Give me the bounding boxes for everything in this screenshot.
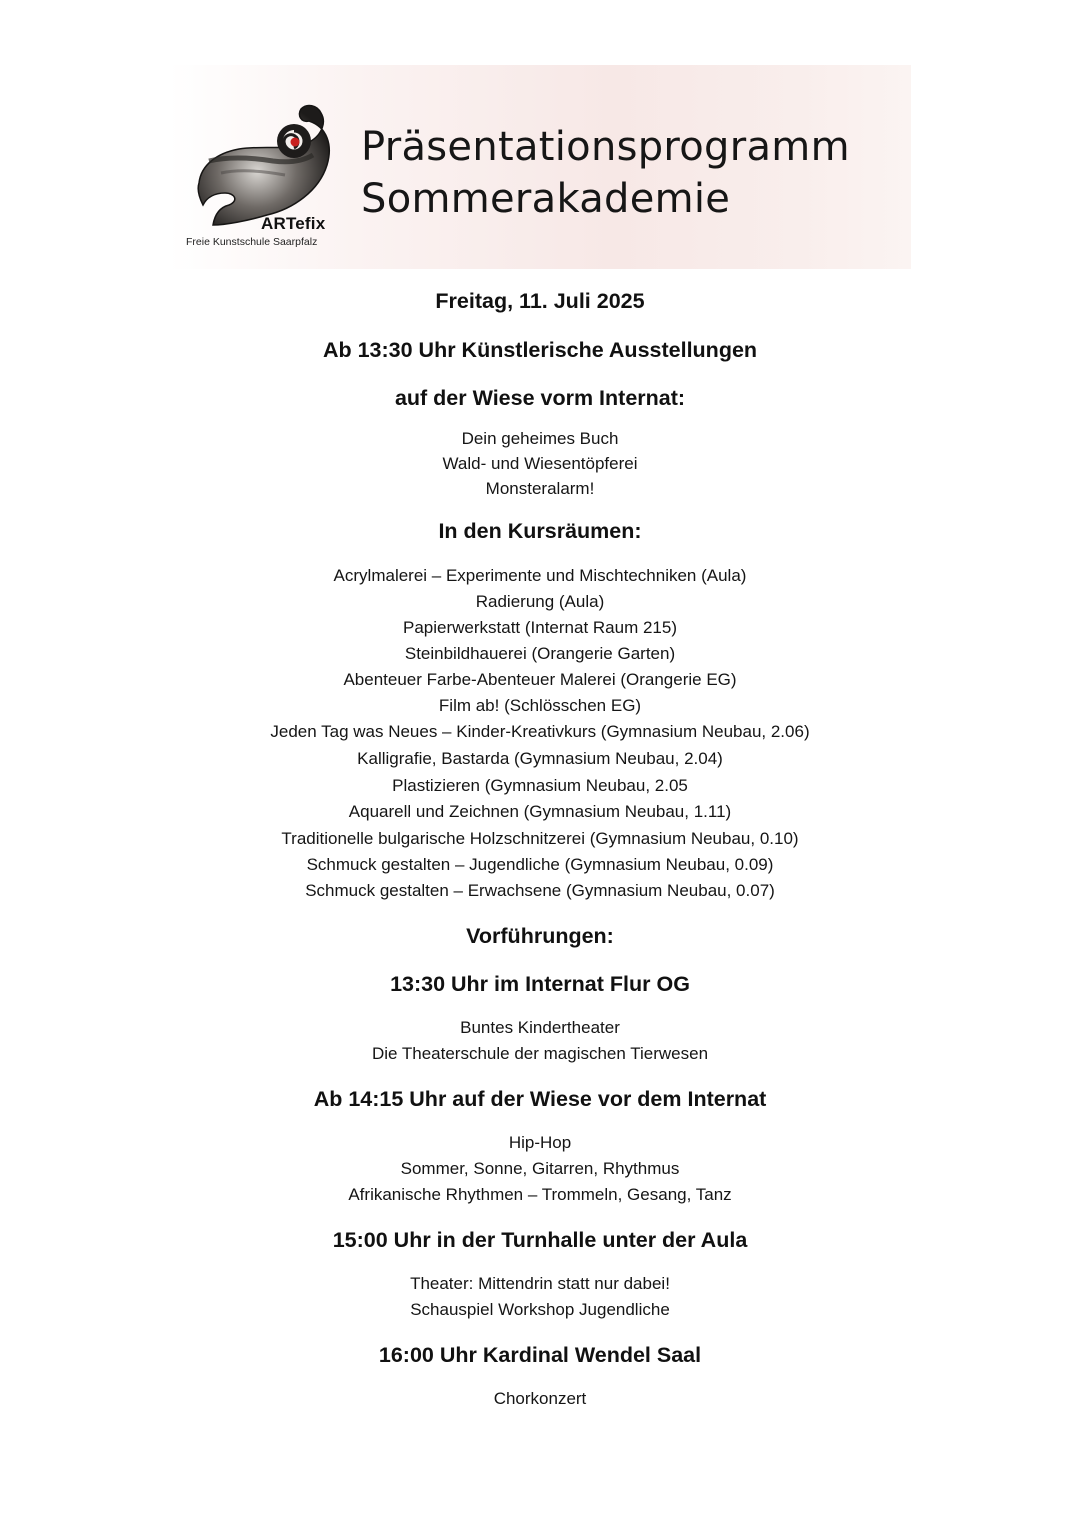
list-item: Plastizieren (Gymnasium Neubau, 2.05 [392, 776, 688, 795]
list-item: Afrikanische Rhythmen – Trommeln, Gesang, Tanz [348, 1185, 732, 1204]
header-banner [169, 65, 911, 269]
list-item: Dein geheimes Buch [461, 429, 619, 448]
logo-name: ARTefix [261, 214, 326, 233]
list-item: Jeden Tag was Neues – Kinder-Kreativkurs (Gymnasium Neubau, 2.06) [270, 722, 810, 741]
exhibitions-heading: Ab 13:30 Uhr Künstlerische Ausstellungen [322, 338, 758, 362]
list-item: Steinbildhauerei (Orangerie Garten) [404, 644, 676, 663]
session-heading: 15:00 Uhr in der Turnhalle unter der Aula [332, 1228, 748, 1252]
date-heading: Freitag, 11. Juli 2025 [435, 289, 645, 313]
list-item: Acrylmalerei – Experimente und Mischtechniken (Aula) [333, 566, 747, 585]
list-item: Schmuck gestalten – Erwachsene (Gymnasium Neubau, 0.07) [305, 881, 775, 900]
list-item: Schauspiel Workshop Jugendliche [410, 1300, 670, 1319]
list-item: Hip-Hop [508, 1133, 572, 1152]
list-item: Film ab! (Schlösschen EG) [438, 696, 642, 715]
session-heading: 13:30 Uhr im Internat Flur OG [390, 972, 690, 996]
list-item: Monsteralarm! [485, 479, 595, 498]
list-item: Papierwerkstatt (Internat Raum 215) [402, 618, 677, 637]
session-heading: 16:00 Uhr Kardinal Wendel Saal [378, 1343, 702, 1367]
list-item: Traditionelle bulgarische Holzschnitzerei (Gymnasium Neubau, 0.10) [281, 829, 799, 848]
list-item: Sommer, Sonne, Gitarren, Rhythmus [400, 1159, 680, 1178]
list-item: Aquarell und Zeichnen (Gymnasium Neubau, 1.11) [348, 802, 732, 821]
rooms-heading: In den Kursräumen: [438, 519, 642, 543]
list-item: Theater: Mittendrin statt nur dabei! [410, 1274, 670, 1293]
page-title [361, 121, 850, 225]
title-line-1: Präsentationsprogramm [361, 124, 850, 170]
logo-subtitle: Freie Kunstschule Saarpfalz [186, 236, 318, 248]
list-item: Chorkonzert [493, 1389, 587, 1408]
meadow-heading: auf der Wiese vorm Internat: [394, 386, 686, 410]
performances-heading: Vorführungen: [466, 924, 614, 948]
title-line-2: Sommerakademie [361, 176, 731, 222]
list-item: Abenteuer Farbe-Abenteuer Malerei (Orangerie EG) [343, 670, 737, 689]
list-item: Die Theaterschule der magischen Tierwesen [371, 1044, 709, 1063]
artefix-logo [169, 65, 341, 255]
list-item: Buntes Kindertheater [460, 1018, 620, 1037]
list-item: Kalligrafie, Bastarda (Gymnasium Neubau, 2.04) [357, 749, 723, 768]
list-item: Radierung (Aula) [475, 592, 605, 611]
session-heading: Ab 14:15 Uhr auf der Wiese vor dem Internat [313, 1087, 767, 1111]
list-item: Schmuck gestalten – Jugendliche (Gymnasium Neubau, 0.09) [306, 855, 774, 874]
list-item: Wald- und Wiesentöpferei [442, 454, 638, 473]
